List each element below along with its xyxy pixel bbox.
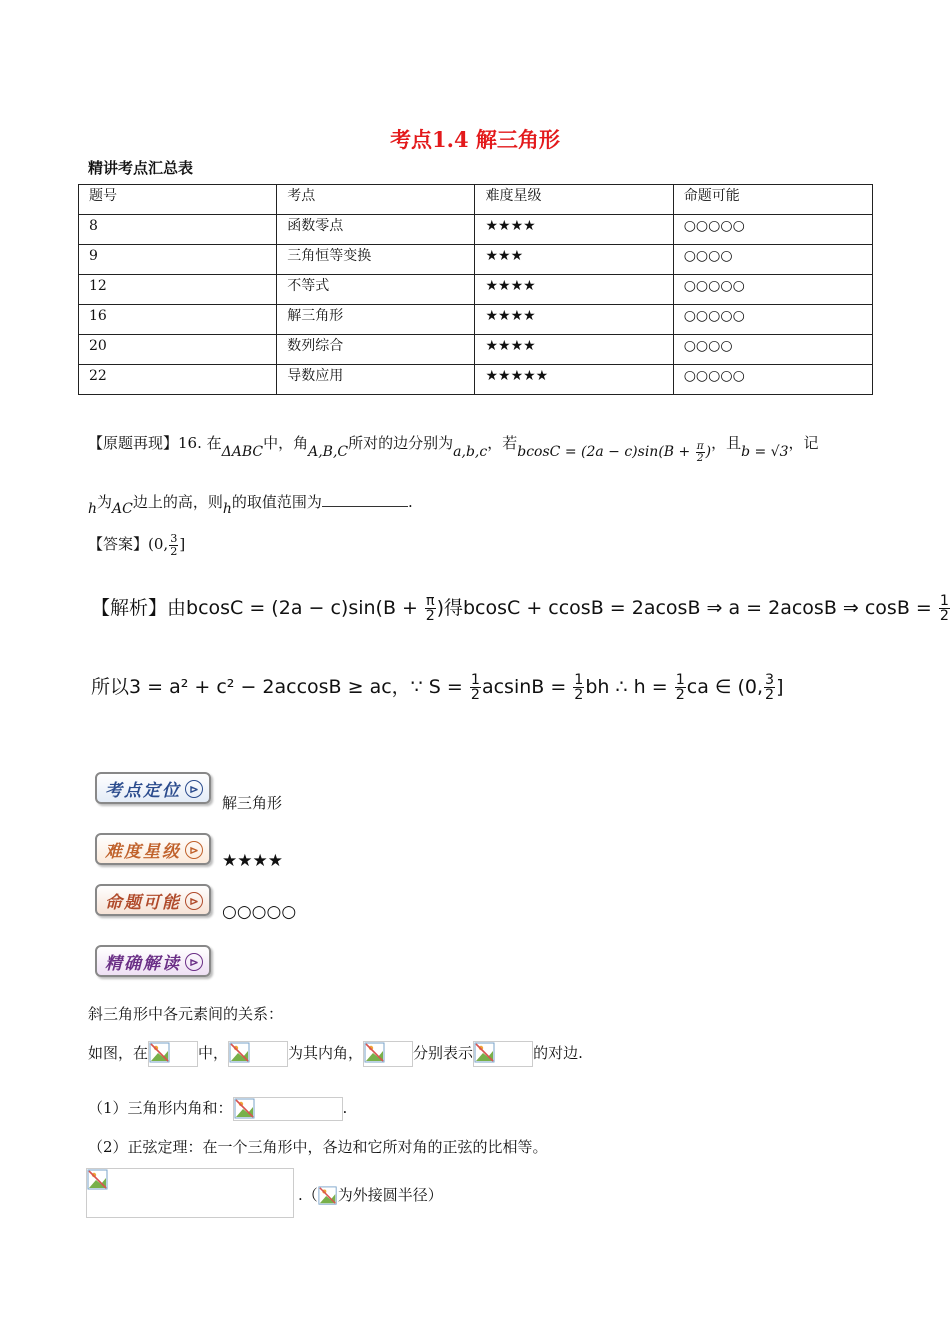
analysis-formula: )得bcosC + ccosB = 2acosB ⇒ a = 2acosB ⇒ cosB = [436,597,938,619]
analysis-fraction: $\frac{1}{2}$ [574,671,584,703]
analysis-label: 【解析】由 [91,597,187,619]
body-text: 中， [198,1044,229,1062]
analysis-formula: ] [776,676,784,698]
table-cell: ★★★★ [475,275,673,305]
broken-image-icon [148,1041,198,1067]
analysis-fraction: $\frac{\pi}{2}$ [425,592,435,624]
problem-text: ，记 [788,434,819,452]
badge-topic-text: 解三角形 [222,794,283,812]
broken-image-icon [233,1097,343,1121]
problem-b-value: b = √3 [741,444,789,460]
problem-text: 为 [97,493,113,511]
broken-image-icon [86,1168,294,1218]
body-paragraph-2 [88,1041,583,1067]
problem-text: 所对的边分别为 [348,434,454,452]
analysis-line-1 [91,593,950,623]
table-row [79,305,873,335]
page-title: 考点1.4 解三角形 [390,127,560,152]
analysis-line-2 [91,672,784,702]
table-cell: ○○○○ [673,245,872,275]
table-cell: ○○○○○ [673,275,872,305]
body-text: 分别表示 [413,1044,474,1062]
header-cell: 题号 [79,185,277,215]
problem-sides: a,b,c [453,444,488,460]
answer-blank [322,492,408,507]
header-cell: 难度星级 [475,185,673,215]
problem-text: . [407,493,413,511]
problem-text: 中，角 [263,434,309,452]
body-text: 如图，在 [88,1044,149,1062]
problem-text: ，若 [487,434,518,452]
problem-angles: A,B,C [308,444,349,460]
table-row [79,365,873,395]
table-cell: 三角恒等变换 [277,245,475,275]
table-cell: ★★★★ [475,305,673,335]
problem-text: ，且 [711,434,742,452]
problem-triangle: ΔABC [221,444,264,460]
body-paragraph-1: 斜三角形中各元素间的关系： [88,1005,284,1023]
table-cell: 数列综合 [277,335,475,365]
table-cell: ○○○○ [673,335,872,365]
badge-topic-location: 考点定位 ⊳ [95,772,211,804]
analysis-formula: bh ∴ h = [585,676,674,698]
arrow-circle-icon: ⊳ [185,841,203,859]
body-text: （1）三角形内角和： [88,1099,233,1117]
problem-text: 的取值范围为 [231,493,322,511]
table-cell: ★★★★★ [475,365,673,395]
answer-label: 【答案】 [88,535,149,553]
table-cell: 9 [79,245,277,275]
body-text: .（ [298,1186,318,1204]
table-cell: 16 [79,305,277,335]
table-cell: ○○○○○ [673,215,872,245]
arrow-circle-icon: ⊳ [185,780,203,798]
body-text: 为外接圆半径） [337,1186,443,1204]
badge-interpretation: 精确解读 ⊳ [95,945,211,977]
problem-text: 边上的高，则 [132,493,223,511]
problem-ac: AC [112,501,133,517]
table-cell: ★★★★ [475,215,673,245]
table-row [79,215,873,245]
problem-label: 【原题再现】16. 在 [88,434,222,452]
header-cell: 考点 [277,185,475,215]
arrow-circle-icon: ⊳ [185,953,203,971]
table-cell: 解三角形 [277,305,475,335]
analysis-formula: 所以3 = a² + c² − 2accosB ≥ ac，∵ S = [91,676,469,698]
analysis-fraction: $\frac{3}{2}$ [765,671,775,703]
table-row [79,245,873,275]
badge-possibility: 命题可能 ⊳ [95,884,211,916]
table-row [79,335,873,365]
problem-h: h [88,501,98,517]
broken-image-icon [363,1041,413,1067]
table-cell: 12 [79,275,277,305]
table-cell: 8 [79,215,277,245]
problem-line-1 [88,432,819,464]
header-cell: 命题可能 [673,185,872,215]
analysis-fraction: $\frac{1}{2}$ [939,592,949,624]
analysis-formula: ca ∈ (0, [686,676,764,698]
table-caption: 精讲考点汇总表 [88,159,194,177]
broken-image-icon [228,1041,288,1067]
answer-line [88,533,185,557]
table-cell: 20 [79,335,277,365]
analysis-formula: bcosC = (2a − c)sin(B + [186,597,424,619]
table-cell: 函数零点 [277,215,475,245]
analysis-fraction: $\frac{1}{2}$ [675,671,685,703]
body-paragraph-4: （2）正弦定理：在一个三角形中，各边和它所对角的正弦的比相等。 [88,1138,548,1156]
body-paragraph-5 [298,1184,443,1206]
broken-image-icon [473,1041,533,1067]
table-cell: 不等式 [277,275,475,305]
body-text: 的对边. [533,1044,583,1062]
analysis-formula: acsinB = [481,676,573,698]
table-cell: 导数应用 [277,365,475,395]
summary-table [78,184,873,395]
table-cell: ★★★ [475,245,673,275]
body-text: . [342,1099,348,1117]
arrow-circle-icon: ⊳ [185,892,203,910]
badge-difficulty: 难度星级 ⊳ [95,833,211,865]
problem-h: h [222,501,232,517]
body-text: 为其内角， [288,1044,364,1062]
badge-possibility-text: ○○○○○ [222,902,297,922]
broken-image-icon [318,1186,338,1206]
answer-value: (0, $\frac{3}{2}$ ] [148,532,186,558]
badge-difficulty-text: ★★★★ [222,851,283,871]
table-cell: ○○○○○ [673,305,872,335]
table-cell: ★★★★ [475,335,673,365]
table-cell: ○○○○○ [673,365,872,395]
table-row [79,275,873,305]
analysis-fraction: $\frac{1}{2}$ [470,671,480,703]
body-paragraph-3 [88,1097,347,1121]
problem-condition: bcosC = (2a − c)sin(B + $\frac{\pi}{2}$ ) [517,440,712,464]
table-cell: 22 [79,365,277,395]
table-header-row [79,185,873,215]
problem-line-2 [88,491,413,517]
